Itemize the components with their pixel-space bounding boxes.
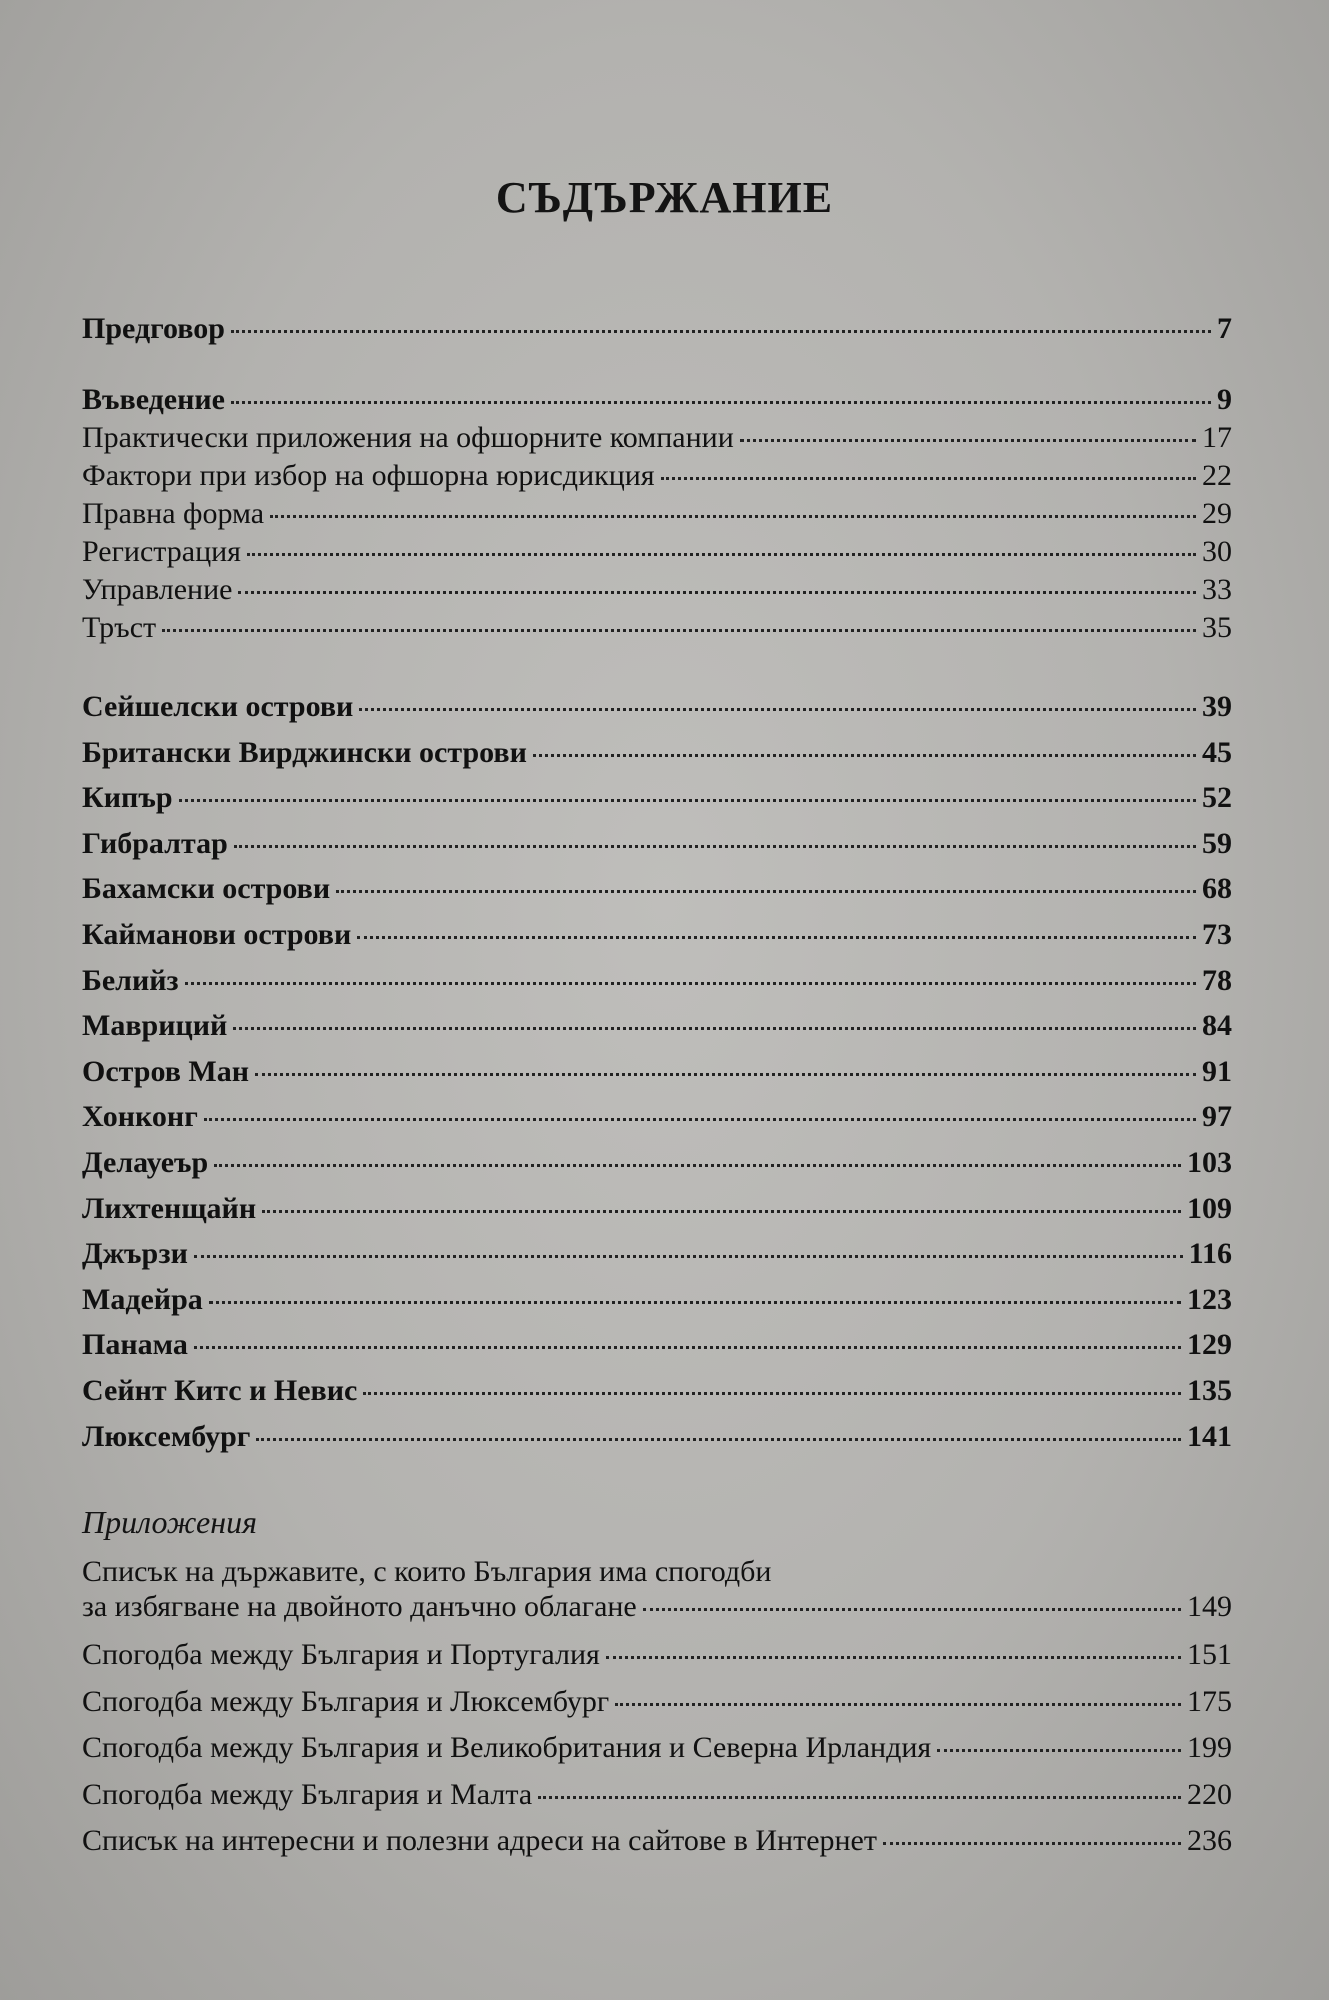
toc-entry-page-number: 39 [1202,690,1232,723]
toc-entry-page-number: 45 [1202,736,1232,769]
dot-leader [533,754,1196,757]
toc-entry-label: Хонконг [82,1100,198,1133]
toc-entry-label: Кипър [82,781,173,814]
toc-entry-line2 [82,1590,1232,1624]
dot-leader [204,1118,1196,1121]
dot-leader [256,1438,1181,1441]
toc-entry-jurisdiction-6 [82,964,1232,998]
toc-entry-page-number: 9 [1217,383,1232,416]
toc-entry-label: Фактори при избор на офшорна юрисдикция [82,459,655,492]
dot-leader [233,1027,1196,1030]
dot-leader [185,982,1196,985]
toc-entry-jurisdiction-0 [82,690,1232,724]
toc-entry-section-0 [82,383,1232,417]
toc-entry-label: Британски Вирджински острови [82,736,527,769]
dot-leader [643,1608,1181,1611]
dot-leader [883,1842,1181,1845]
toc-entry-label: Въведение [82,383,225,416]
toc-entry-jurisdiction-14 [82,1328,1232,1362]
toc-entry-label: Спогодба между България и Португалия [82,1638,600,1671]
toc-entry-jurisdiction-3 [82,827,1232,861]
toc-entry-page-number: 129 [1187,1328,1232,1361]
toc-entry-label: Бахамски острови [82,872,331,905]
toc-entry-appendix-0 [82,1638,1232,1672]
toc-entry-label: Регистрация [82,535,241,568]
toc-entry-label: Делауеър [82,1146,209,1179]
toc-entry-label: Остров Ман [82,1055,249,1088]
dot-leader [336,890,1196,893]
toc-entry-label: Сейнт Китс и Невис [82,1374,358,1407]
toc-entry-label: Лихтенщайн [82,1192,257,1225]
toc-entry-jurisdiction-9 [82,1100,1232,1134]
dot-leader [194,1346,1181,1349]
dot-leader [357,936,1196,939]
toc-entry-label: Спогодба между България и Малта [82,1778,533,1811]
toc-entry-section-6 [82,611,1232,645]
toc-entry-page-number: 141 [1187,1420,1232,1453]
toc-entry-page-number: 73 [1202,918,1232,951]
toc-entry-page-number: 123 [1187,1283,1232,1316]
toc-entry-jurisdiction-12 [82,1237,1232,1271]
toc-entry-page-number: 7 [1217,312,1232,345]
toc-entry-label: Джързи [82,1237,188,1270]
toc-entry-label: Гибралтар [82,827,228,860]
dot-leader [162,629,1196,632]
dot-leader [209,1301,1181,1304]
toc-entry-page-number: 17 [1202,421,1232,454]
toc-entry-label-line2: за избягване на двойното данъчно облагане [82,1590,637,1623]
dot-leader [234,845,1196,848]
toc-entry-jurisdiction-10 [82,1146,1232,1180]
dot-leader [247,553,1196,556]
toc-entry-section-5 [82,573,1232,607]
toc-entry-jurisdiction-5 [82,918,1232,952]
toc-entry-label: Мавриций [82,1009,228,1042]
toc-entry-page-number: 220 [1187,1778,1232,1811]
toc-entry-page-number: 84 [1202,1009,1232,1042]
toc-entry-page-number: 109 [1187,1192,1232,1225]
toc-entry-section-2 [82,459,1232,493]
toc-entry-label: Панама [82,1328,188,1361]
dot-leader [606,1656,1181,1659]
toc-entry-page-number: 236 [1187,1824,1232,1857]
dot-leader [937,1749,1181,1752]
toc-entry-section-4 [82,535,1232,569]
toc-entry-page-number: 35 [1202,611,1232,644]
toc-entry-page-number: 175 [1187,1685,1232,1718]
toc-entry-jurisdiction-7 [82,1009,1232,1043]
toc-entry-jurisdiction-8 [82,1055,1232,1089]
toc-entry-appendix-1 [82,1685,1232,1719]
toc-entry-label: Мадейра [82,1283,203,1316]
toc-entry-page-number: 149 [1187,1590,1232,1623]
toc-entry-section-1 [82,421,1232,455]
dot-leader [179,799,1197,802]
toc-entry-appendix-2 [82,1731,1232,1765]
dot-leader [231,330,1211,333]
dot-leader [538,1796,1181,1799]
dot-leader [363,1392,1181,1395]
toc-entry-intro-0 [82,312,1232,346]
toc-entry-label: Кайманови острови [82,918,352,951]
toc-entry-page-number: 78 [1202,964,1232,997]
toc-entry-label: Практически приложения на офшорните компании [82,421,734,454]
toc-entry-jurisdiction-11 [82,1192,1232,1226]
dot-leader [214,1164,1181,1167]
toc-entry-label: Списък на интересни и полезни адреси на сайтове в Интернет [82,1824,877,1857]
toc-entry-page-number: 91 [1202,1055,1232,1088]
toc-entry-page-number: 97 [1202,1100,1232,1133]
toc-entry-jurisdiction-1 [82,736,1232,770]
toc-entry-page-number: 33 [1202,573,1232,606]
dot-leader [270,515,1196,518]
toc-entry-jurisdiction-15 [82,1374,1232,1408]
toc-entry-appendix-3 [82,1778,1232,1812]
dot-leader [255,1073,1196,1076]
toc-entry-page-number: 151 [1187,1638,1232,1671]
toc-entry-label-line1: Списък на държавите, с които България има спогодби [82,1555,772,1588]
toc-entry-page-number: 29 [1202,497,1232,530]
toc-entry-label: Спогодба между България и Люксембург [82,1685,610,1718]
toc-entry-jurisdiction-13 [82,1283,1232,1317]
toc-entry-jurisdiction-16 [82,1420,1232,1454]
dot-leader [194,1255,1183,1258]
toc-entry-appendix-4 [82,1824,1232,1858]
toc-entry-label: Предговор [82,312,225,345]
toc-entry-page-number: 68 [1202,872,1232,905]
toc-entry-label: Управление [82,573,233,606]
toc-entry-label: Белийз [82,964,179,997]
appendix-heading: Приложения [82,1504,257,1540]
toc-entry-section-3 [82,497,1232,531]
toc-entry-label: Спогодба между България и Великобритания и Северна Ирландия [82,1731,932,1764]
toc-entry-page-number: 199 [1187,1731,1232,1764]
dot-leader [231,401,1211,404]
toc-entry-appendix-first [82,1554,1232,1624]
toc-entry-page-number: 30 [1202,535,1232,568]
toc-entry-page-number: 116 [1188,1237,1232,1270]
toc-entry-jurisdiction-4 [82,872,1232,906]
toc-entry-page-number: 135 [1187,1374,1232,1407]
toc-entry-page-number: 103 [1187,1146,1232,1179]
toc-entry-page-number: 22 [1202,459,1232,492]
dot-leader [359,708,1196,711]
toc-entry-page-number: 59 [1202,827,1232,860]
dot-leader [740,439,1196,442]
toc-entry-label: Правна форма [82,497,265,530]
dot-leader [238,591,1196,594]
dot-leader [615,1703,1181,1706]
toc-entry-label: Тръст [82,611,157,644]
page-title: СЪДЪРЖАНИЕ [495,173,834,222]
toc-entry-label: Сейшелски острови [82,690,354,723]
toc-entry-page-number: 52 [1202,781,1232,814]
dot-leader [262,1210,1181,1213]
toc-entry-label: Люксембург [82,1420,251,1453]
toc-entry-jurisdiction-2 [82,781,1232,815]
dot-leader [661,477,1196,480]
